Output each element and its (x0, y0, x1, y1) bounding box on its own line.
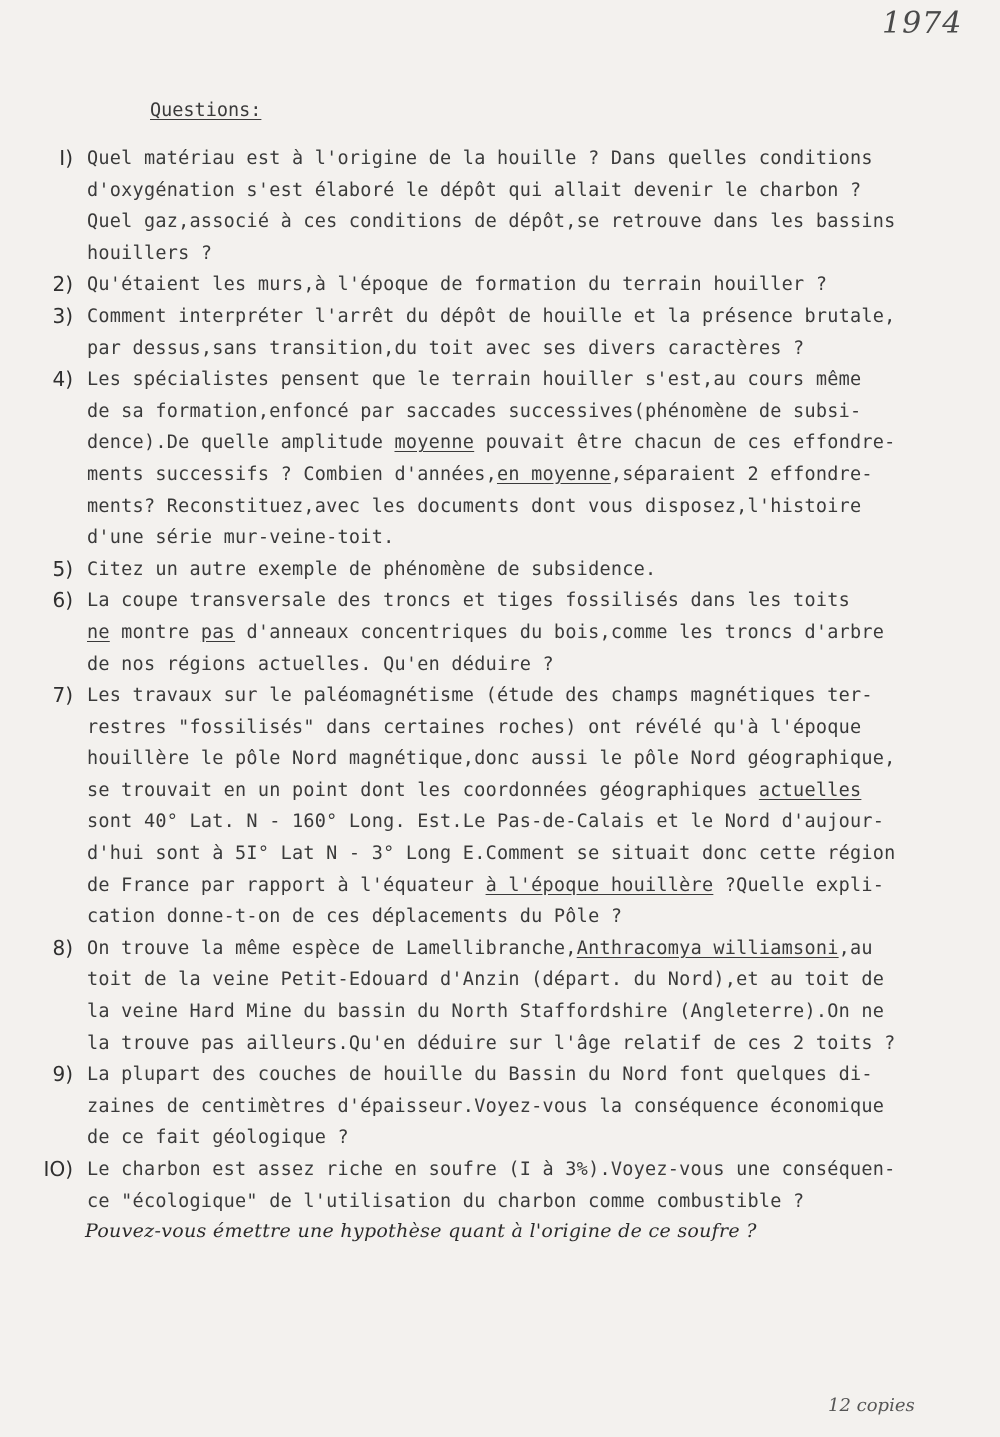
handwritten-copies-note: 12 copies (828, 1395, 915, 1416)
text-segment: On trouve la même espèce de Lamellibranche, (87, 937, 577, 959)
question-text-line (87, 964, 1000, 996)
text-segment: d'anneaux concentriques du bois,comme les troncs d'arbre (235, 621, 885, 643)
text-segment: La plupart des couches de houille du Bassin du Nord font quelques di- (87, 1064, 873, 1086)
text-segment: Les spécialistes pensent que le terrain houiller s'est,au cours même (87, 369, 862, 391)
question-number: 4) (52, 367, 73, 392)
text-segment: dence).De quelle amplitude (87, 432, 395, 454)
text-segment: la veine Hard Mine du bassin du North Staffordshire (Angleterre).On ne (87, 1001, 885, 1023)
text-segment: ,séparaient 2 effondre- (610, 463, 873, 485)
text-segment: ?Quelle expli- (713, 874, 885, 896)
question-text-line (87, 522, 1000, 554)
question-text-line (87, 933, 1000, 965)
underlined-text: moyenne (394, 432, 475, 454)
text-segment: de ce fait géologique ? (87, 1127, 349, 1149)
question-text-line (87, 554, 1000, 586)
question-number: 8) (52, 935, 73, 960)
question-text-line (87, 649, 1000, 681)
question-item (0, 585, 1000, 680)
text-segment: Comment interpréter l'arrêt du dépôt de houille et la présence brutale, (87, 305, 896, 327)
question-text-line (87, 396, 1000, 428)
question-item (0, 1059, 1000, 1154)
underlined-text: en moyenne (496, 463, 611, 485)
text-segment: d'une série mur-veine-toit. (87, 527, 395, 549)
text-segment: par dessus,sans transition,du toit avec ses divers caractères ? (87, 337, 805, 359)
question-text-line (87, 175, 1000, 207)
question-text-line (87, 1186, 1000, 1218)
underlined-text: à l'époque houillère (485, 874, 714, 896)
text-segment: ce "écologique" de l'utilisation du charbon comme combustible ? (87, 1190, 805, 1212)
question-number: IO) (43, 1157, 73, 1181)
question-item (0, 554, 1000, 586)
question-number: 5) (52, 556, 73, 581)
question-text-line (87, 712, 1000, 744)
text-segment: de nos régions actuelles. Qu'en déduire ? (87, 653, 554, 675)
underlined-text: actuelles (758, 779, 862, 801)
question-text-line (87, 1122, 1000, 1154)
text-segment: cation donne-t-on de ces déplacements du Pôle ? (87, 906, 623, 928)
text-segment: pouvait être chacun de ces effondre- (474, 432, 896, 454)
question-text-line (87, 333, 1000, 365)
text-segment: restres "fossilisés" dans certaines roches) ont révélé qu'à l'époque (87, 716, 862, 738)
question-text-line (87, 459, 1000, 491)
text-segment: de France par rapport à l'équateur (87, 874, 486, 896)
question-number: 9) (52, 1062, 73, 1087)
question-number: 7) (52, 683, 73, 708)
question-text-line (87, 775, 1000, 807)
question-text-line (87, 743, 1000, 775)
text-segment: ments successifs ? Combien d'années, (87, 463, 497, 485)
question-item (0, 680, 1000, 933)
question-text-line (87, 143, 1000, 175)
question-text-line (87, 680, 1000, 712)
text-segment: La coupe transversale des troncs et tiges fossilisés dans les toits (87, 590, 850, 612)
question-text-line (87, 1091, 1000, 1123)
text-segment: toit de la veine Petit-Edouard d'Anzin (départ. du Nord),et au toit de (87, 969, 885, 991)
question-number: 3) (52, 303, 73, 328)
question-item (0, 1154, 1000, 1217)
question-text-line (87, 269, 1000, 301)
question-text-line (87, 1154, 1000, 1186)
heading: Questions: (150, 100, 262, 121)
question-number: 6) (52, 588, 73, 613)
underlined-text: pas (200, 621, 236, 643)
question-item (0, 933, 1000, 1059)
question-text-line (87, 838, 1000, 870)
question-text-line (87, 1028, 1000, 1060)
text-segment: de sa formation,enfoncé par saccades successives(phénomène de subsi- (87, 400, 862, 422)
text-segment: d'hui sont à 5I° Lat N - 3° Long E.Comment se situait donc cette région (87, 843, 896, 865)
question-text-line (87, 996, 1000, 1028)
question-text-line (87, 238, 1000, 270)
question-text-line (87, 806, 1000, 838)
question-text-line (87, 301, 1000, 333)
text-segment: ,au (838, 937, 873, 959)
text-segment: sont 40° Lat. N - 160° Long. Est.Le Pas-de-Calais et le Nord d'aujour- (87, 811, 885, 833)
underlined-text: ne (87, 621, 110, 643)
question-item (0, 364, 1000, 554)
text-segment: Les travaux sur le paléomagnétisme (étude des champs magnétiques ter- (87, 685, 873, 707)
questions-list (0, 143, 1000, 1217)
text-segment: ments? Reconstituez,avec les documents dont vous disposez,l'histoire (87, 495, 862, 517)
text-segment: se trouvait en un point dont les coordonnées géographiques (87, 779, 759, 801)
question-text-line (87, 585, 1000, 617)
text-segment: houillère le pôle Nord magnétique,donc aussi le pôle Nord géographique, (87, 748, 896, 770)
question-text-line (87, 901, 1000, 933)
question-text-line (87, 364, 1000, 396)
question-text-line (87, 206, 1000, 238)
question-text-line (87, 427, 1000, 459)
underlined-text: Anthracomya williamsoni (576, 937, 839, 959)
text-segment: montre (109, 621, 201, 643)
text-segment: Le charbon est assez riche en soufre (I à 3%).Voyez-vous une conséquen- (87, 1159, 896, 1180)
text-segment: la trouve pas ailleurs.Qu'en déduire sur l'âge relatif de ces 2 toits ? (87, 1032, 896, 1054)
question-text-line (87, 1059, 1000, 1091)
question-item (0, 269, 1000, 301)
text-segment: Quel gaz,associé à ces conditions de dépôt,se retrouve dans les bassins (87, 211, 896, 233)
text-segment: Qu'étaient les murs,à l'époque de formation du terrain houiller ? (87, 274, 828, 296)
handwritten-year: 1974 (882, 6, 963, 41)
handwritten-question: Pouvez-vous émettre une hypothèse quant à l'origine de ce soufre ? (85, 1220, 757, 1242)
question-text-line (87, 617, 1000, 649)
question-number: 2) (52, 272, 73, 297)
question-number: I) (59, 146, 73, 170)
question-item (0, 143, 1000, 269)
text-segment: Quel matériau est à l'origine de la houille ? Dans quelles conditions (87, 148, 873, 169)
text-segment: zaines de centimètres d'épaisseur.Voyez-vous la conséquence économique (87, 1095, 885, 1117)
question-text-line (87, 870, 1000, 902)
text-segment: Citez un autre exemple de phénomène de subsidence. (87, 558, 657, 580)
question-text-line (87, 491, 1000, 523)
question-item (0, 301, 1000, 364)
text-segment: d'oxygénation s'est élaboré le dépôt qui allait devenir le charbon ? (87, 179, 862, 201)
text-segment: houillers ? (87, 242, 213, 264)
